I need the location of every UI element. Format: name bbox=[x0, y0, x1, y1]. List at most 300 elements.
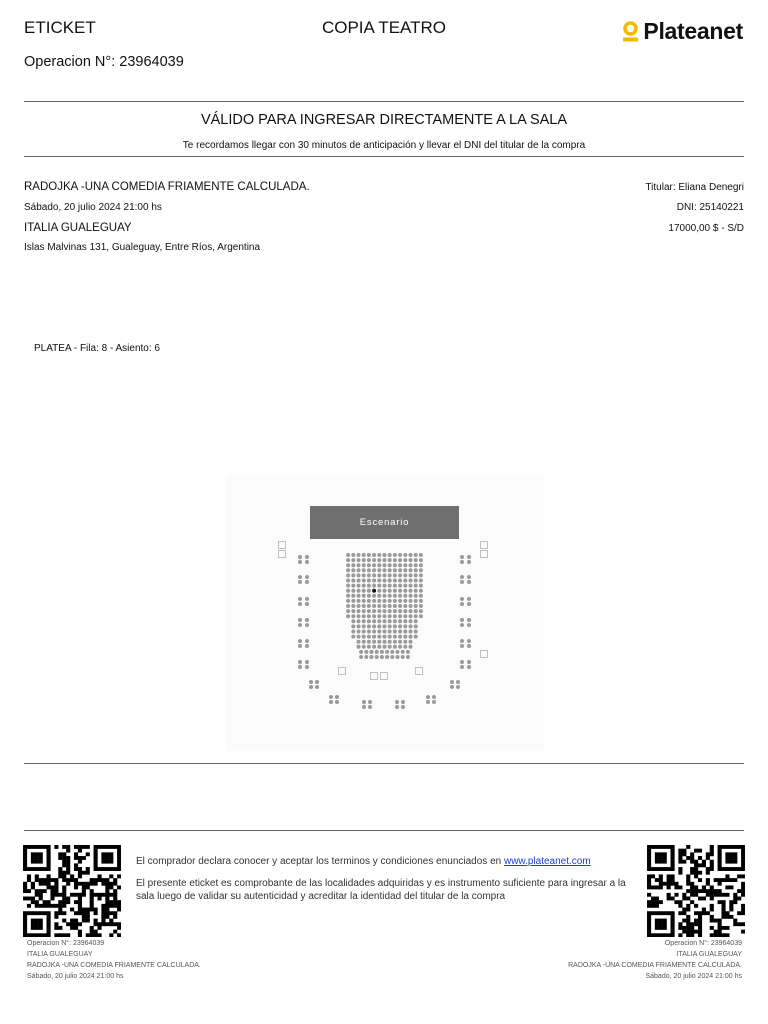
qr-module bbox=[35, 900, 39, 904]
qr-module bbox=[50, 889, 54, 893]
qr-module bbox=[659, 860, 663, 864]
qr-module bbox=[718, 878, 722, 882]
qr-module bbox=[23, 919, 27, 923]
seat bbox=[419, 558, 423, 562]
qr-module bbox=[678, 867, 682, 871]
seat bbox=[372, 553, 376, 557]
qr-module bbox=[702, 885, 706, 889]
qr-module bbox=[718, 845, 722, 849]
qr-module bbox=[655, 911, 659, 915]
qr-module bbox=[70, 908, 74, 912]
qr-module bbox=[23, 863, 27, 867]
seat bbox=[403, 573, 407, 577]
qr-module bbox=[54, 911, 58, 915]
qr-module bbox=[62, 933, 66, 937]
qr-module bbox=[741, 889, 745, 893]
qr-module bbox=[113, 911, 117, 915]
seat bbox=[409, 604, 413, 608]
box-seat bbox=[315, 685, 319, 689]
qr-module bbox=[82, 856, 86, 860]
qr-module bbox=[23, 911, 27, 915]
seat bbox=[357, 579, 361, 583]
qr-module bbox=[90, 882, 94, 886]
box-seat bbox=[460, 623, 464, 627]
qr-module bbox=[35, 874, 39, 878]
seat bbox=[383, 568, 387, 572]
seat bbox=[393, 563, 397, 567]
seat bbox=[357, 584, 361, 588]
brand-logo bbox=[622, 18, 743, 45]
qr-module bbox=[702, 889, 706, 893]
qr-module bbox=[678, 856, 682, 860]
qr-module bbox=[78, 871, 82, 875]
qr-module bbox=[62, 845, 66, 849]
qr-module bbox=[94, 908, 98, 912]
qr-module bbox=[78, 849, 82, 853]
qr-module bbox=[698, 915, 702, 919]
qr-module bbox=[690, 893, 694, 897]
qr-module bbox=[43, 933, 47, 937]
seat bbox=[403, 584, 407, 588]
qr-module bbox=[655, 922, 659, 926]
seat bbox=[351, 573, 355, 577]
qr-module bbox=[86, 871, 90, 875]
seat-location: PLATEA - Fila: 8 - Asiento: 6 bbox=[34, 343, 160, 354]
terms-statement bbox=[136, 855, 591, 868]
qr-module bbox=[27, 845, 31, 849]
qr-module bbox=[682, 911, 686, 915]
seat bbox=[346, 614, 350, 618]
seat bbox=[357, 553, 361, 557]
qr-module bbox=[671, 845, 675, 849]
qr-module bbox=[86, 933, 90, 937]
box-seat bbox=[305, 660, 309, 664]
qr-module bbox=[66, 882, 70, 886]
qr-module bbox=[651, 897, 655, 901]
qr-module bbox=[721, 867, 725, 871]
qr-module bbox=[58, 867, 62, 871]
box-seat bbox=[298, 597, 302, 601]
qr-module bbox=[50, 893, 54, 897]
seat bbox=[383, 624, 387, 628]
qr-module bbox=[714, 933, 718, 937]
qr-module bbox=[647, 922, 651, 926]
box-seat bbox=[456, 685, 460, 689]
box-seat bbox=[460, 644, 464, 648]
qr-module bbox=[109, 919, 113, 923]
seat bbox=[372, 624, 376, 628]
qr-module bbox=[27, 878, 31, 882]
qr-module bbox=[74, 882, 78, 886]
qr-module bbox=[86, 915, 90, 919]
stub-operation: Operacion N°: 23964039 bbox=[664, 940, 742, 947]
qr-module bbox=[694, 911, 698, 915]
seat bbox=[372, 645, 376, 649]
qr-module bbox=[54, 889, 58, 893]
qr-module bbox=[710, 849, 714, 853]
box-seat bbox=[305, 665, 309, 669]
qr-module bbox=[39, 897, 43, 901]
seat bbox=[367, 594, 371, 598]
qr-module bbox=[94, 930, 98, 934]
qr-module bbox=[655, 845, 659, 849]
qr-module bbox=[117, 860, 121, 864]
seat bbox=[351, 553, 355, 557]
qr-module bbox=[66, 900, 70, 904]
qr-module bbox=[647, 885, 651, 889]
qr-module bbox=[651, 904, 655, 908]
seat bbox=[419, 573, 423, 577]
qr-module bbox=[671, 933, 675, 937]
qr-module bbox=[718, 922, 722, 926]
qr-module bbox=[23, 933, 27, 937]
qr-module bbox=[66, 933, 70, 937]
box-seat bbox=[467, 602, 471, 606]
box-seat bbox=[460, 602, 464, 606]
seat bbox=[403, 635, 407, 639]
qr-module bbox=[678, 885, 682, 889]
qr-module bbox=[105, 889, 109, 893]
seat bbox=[380, 650, 384, 654]
seat bbox=[403, 624, 407, 628]
qr-module bbox=[678, 904, 682, 908]
qr-module bbox=[694, 893, 698, 897]
qr-module bbox=[698, 933, 702, 937]
qr-module bbox=[23, 856, 27, 860]
qr-module bbox=[663, 926, 667, 930]
qr-module bbox=[70, 878, 74, 882]
brand-name: Plateanet bbox=[643, 18, 743, 44]
venue-address: Islas Malvinas 131, Gualeguay, Entre Ríos, Argentina bbox=[24, 242, 261, 253]
seat bbox=[351, 594, 355, 598]
qr-module bbox=[43, 867, 47, 871]
qr-module bbox=[718, 930, 722, 934]
qr-module bbox=[682, 893, 686, 897]
box-seat bbox=[395, 700, 399, 704]
map-marker bbox=[481, 651, 488, 658]
qr-module bbox=[82, 882, 86, 886]
seat bbox=[377, 640, 381, 644]
box-seat bbox=[368, 705, 372, 709]
qr-module bbox=[109, 885, 113, 889]
qr-module bbox=[39, 922, 43, 926]
seat bbox=[372, 614, 376, 618]
seat bbox=[388, 640, 392, 644]
qr-module bbox=[47, 904, 51, 908]
box-seat bbox=[401, 705, 405, 709]
seat bbox=[393, 553, 397, 557]
qr-module bbox=[659, 919, 663, 923]
qr-module bbox=[718, 926, 722, 930]
qr-module bbox=[690, 867, 694, 871]
seat bbox=[403, 558, 407, 562]
qr-module bbox=[82, 889, 86, 893]
seat bbox=[403, 640, 407, 644]
qr-module bbox=[47, 860, 51, 864]
qr-module bbox=[737, 889, 741, 893]
seat bbox=[414, 584, 418, 588]
seat bbox=[351, 604, 355, 608]
qr-module bbox=[101, 878, 105, 882]
qr-module bbox=[725, 878, 729, 882]
qr-module bbox=[23, 885, 27, 889]
seat bbox=[357, 568, 361, 572]
seat bbox=[419, 579, 423, 583]
qr-module bbox=[706, 856, 710, 860]
qr-module bbox=[27, 874, 31, 878]
qr-module bbox=[647, 900, 651, 904]
qr-module bbox=[647, 874, 651, 878]
seat bbox=[403, 604, 407, 608]
qr-module bbox=[686, 926, 690, 930]
qr-module bbox=[23, 922, 27, 926]
qr-module bbox=[682, 919, 686, 923]
seat bbox=[414, 609, 418, 613]
terms-link[interactable]: www.plateanet.com bbox=[503, 856, 591, 867]
qr-module bbox=[39, 893, 43, 897]
seat bbox=[362, 609, 366, 613]
plateanet-pin-icon bbox=[622, 21, 639, 43]
seat bbox=[362, 563, 366, 567]
seat bbox=[403, 609, 407, 613]
seat bbox=[367, 609, 371, 613]
qr-module bbox=[690, 926, 694, 930]
qr-module bbox=[58, 900, 62, 904]
qr-module bbox=[31, 885, 35, 889]
qr-module bbox=[690, 852, 694, 856]
seat bbox=[414, 604, 418, 608]
box-seat bbox=[467, 665, 471, 669]
qr-module bbox=[686, 874, 690, 878]
seat bbox=[385, 655, 389, 659]
qr-module bbox=[90, 893, 94, 897]
seat bbox=[419, 609, 423, 613]
seat bbox=[414, 599, 418, 603]
seat bbox=[377, 579, 381, 583]
qr-module bbox=[35, 933, 39, 937]
qr-module bbox=[54, 845, 58, 849]
qr-module bbox=[90, 926, 94, 930]
box-seat bbox=[298, 665, 302, 669]
qr-module bbox=[113, 897, 117, 901]
qr-module bbox=[694, 930, 698, 934]
qr-module bbox=[710, 889, 714, 893]
seat bbox=[372, 640, 376, 644]
seat bbox=[419, 604, 423, 608]
qr-module bbox=[721, 845, 725, 849]
qr-module bbox=[105, 867, 109, 871]
seat bbox=[388, 573, 392, 577]
seat bbox=[398, 558, 402, 562]
seat bbox=[388, 645, 392, 649]
qr-module bbox=[97, 926, 101, 930]
qr-module bbox=[733, 919, 737, 923]
qr-module bbox=[78, 908, 82, 912]
seat bbox=[409, 558, 413, 562]
qr-module bbox=[737, 897, 741, 901]
qr-module bbox=[659, 900, 663, 904]
stub-venue: ITALIA GUALEGUAY bbox=[676, 951, 742, 958]
qr-module bbox=[655, 926, 659, 930]
qr-module bbox=[23, 882, 27, 886]
seat bbox=[367, 635, 371, 639]
seat bbox=[351, 635, 355, 639]
seat bbox=[357, 630, 361, 634]
qr-module bbox=[78, 930, 82, 934]
qr-module bbox=[66, 860, 70, 864]
qr-module bbox=[682, 860, 686, 864]
qr-module bbox=[690, 889, 694, 893]
qr-module bbox=[651, 867, 655, 871]
box-seat bbox=[460, 555, 464, 559]
box-seat bbox=[329, 695, 333, 699]
qr-module bbox=[741, 874, 745, 878]
seat bbox=[362, 619, 366, 623]
seat bbox=[409, 619, 413, 623]
qr-module bbox=[663, 852, 667, 856]
seat bbox=[377, 589, 381, 593]
qr-module bbox=[94, 863, 98, 867]
box-seat bbox=[298, 644, 302, 648]
qr-module bbox=[667, 867, 671, 871]
qr-module bbox=[718, 933, 722, 937]
qr-module bbox=[721, 933, 725, 937]
box-seat bbox=[467, 560, 471, 564]
qr-module bbox=[70, 893, 74, 897]
seat bbox=[367, 614, 371, 618]
qr-module bbox=[733, 867, 737, 871]
qr-module bbox=[54, 878, 58, 882]
qr-module bbox=[109, 904, 113, 908]
qr-module bbox=[690, 900, 694, 904]
seat bbox=[383, 619, 387, 623]
qr-module bbox=[66, 867, 70, 871]
qr-module bbox=[86, 908, 90, 912]
seat bbox=[346, 584, 350, 588]
box-seat bbox=[467, 580, 471, 584]
qr-module bbox=[710, 852, 714, 856]
qr-module bbox=[647, 911, 651, 915]
qr-module bbox=[671, 860, 675, 864]
qr-module bbox=[694, 863, 698, 867]
qr-module bbox=[678, 922, 682, 926]
seat bbox=[383, 584, 387, 588]
qr-module bbox=[35, 856, 39, 860]
box-seat bbox=[460, 597, 464, 601]
seat bbox=[409, 563, 413, 567]
qr-module bbox=[667, 874, 671, 878]
qr-module bbox=[690, 922, 694, 926]
box-seat bbox=[395, 705, 399, 709]
qr-module bbox=[101, 852, 105, 856]
qr-module bbox=[94, 852, 98, 856]
qr-module bbox=[651, 911, 655, 915]
qr-module bbox=[698, 897, 702, 901]
qr-module bbox=[27, 889, 31, 893]
seat bbox=[346, 589, 350, 593]
qr-code-icon bbox=[23, 845, 121, 937]
seat bbox=[419, 589, 423, 593]
seat bbox=[398, 635, 402, 639]
qr-module bbox=[741, 867, 745, 871]
seat bbox=[414, 579, 418, 583]
qr-module bbox=[97, 897, 101, 901]
qr-module bbox=[721, 900, 725, 904]
qr-module bbox=[671, 856, 675, 860]
qr-module bbox=[101, 919, 105, 923]
qr-module bbox=[117, 922, 121, 926]
box-seat bbox=[305, 618, 309, 622]
seat bbox=[398, 584, 402, 588]
qr-module bbox=[94, 919, 98, 923]
qr-module bbox=[671, 915, 675, 919]
qr-module bbox=[651, 933, 655, 937]
qr-module bbox=[663, 919, 667, 923]
box-seat bbox=[305, 555, 309, 559]
qr-module bbox=[667, 845, 671, 849]
seat bbox=[393, 640, 397, 644]
qr-module bbox=[706, 889, 710, 893]
qr-module bbox=[78, 882, 82, 886]
box-seat bbox=[309, 680, 313, 684]
qr-module bbox=[647, 849, 651, 853]
qr-module bbox=[725, 845, 729, 849]
seat bbox=[346, 553, 350, 557]
box-seat bbox=[298, 618, 302, 622]
qr-module bbox=[31, 900, 35, 904]
qr-module bbox=[35, 845, 39, 849]
qr-module bbox=[694, 860, 698, 864]
qr-module bbox=[113, 893, 117, 897]
qr-module bbox=[667, 878, 671, 882]
qr-module bbox=[729, 856, 733, 860]
seat bbox=[398, 619, 402, 623]
qr-module bbox=[74, 867, 78, 871]
seat bbox=[362, 568, 366, 572]
stub-venue: ITALIA GUALEGUAY bbox=[27, 951, 93, 958]
seat bbox=[393, 630, 397, 634]
seat bbox=[372, 604, 376, 608]
qr-module bbox=[733, 893, 737, 897]
box-seat bbox=[329, 700, 333, 704]
qr-module bbox=[62, 897, 66, 901]
qr-module bbox=[659, 933, 663, 937]
qr-module bbox=[54, 926, 58, 930]
seat bbox=[377, 630, 381, 634]
qr-module bbox=[117, 849, 121, 853]
qr-module bbox=[694, 874, 698, 878]
qr-module bbox=[710, 915, 714, 919]
box-seat bbox=[467, 555, 471, 559]
qr-module bbox=[23, 867, 27, 871]
qr-module bbox=[682, 897, 686, 901]
qr-module bbox=[43, 882, 47, 886]
qr-module bbox=[117, 856, 121, 860]
qr-module bbox=[671, 911, 675, 915]
qr-module bbox=[718, 889, 722, 893]
qr-module bbox=[725, 874, 729, 878]
seat bbox=[396, 650, 400, 654]
qr-module bbox=[66, 849, 70, 853]
qr-module bbox=[94, 893, 98, 897]
qr-module bbox=[729, 852, 733, 856]
seat bbox=[398, 589, 402, 593]
qr-module bbox=[117, 926, 121, 930]
qr-module bbox=[27, 897, 31, 901]
qr-module bbox=[698, 878, 702, 882]
qr-module bbox=[35, 893, 39, 897]
seat bbox=[398, 579, 402, 583]
